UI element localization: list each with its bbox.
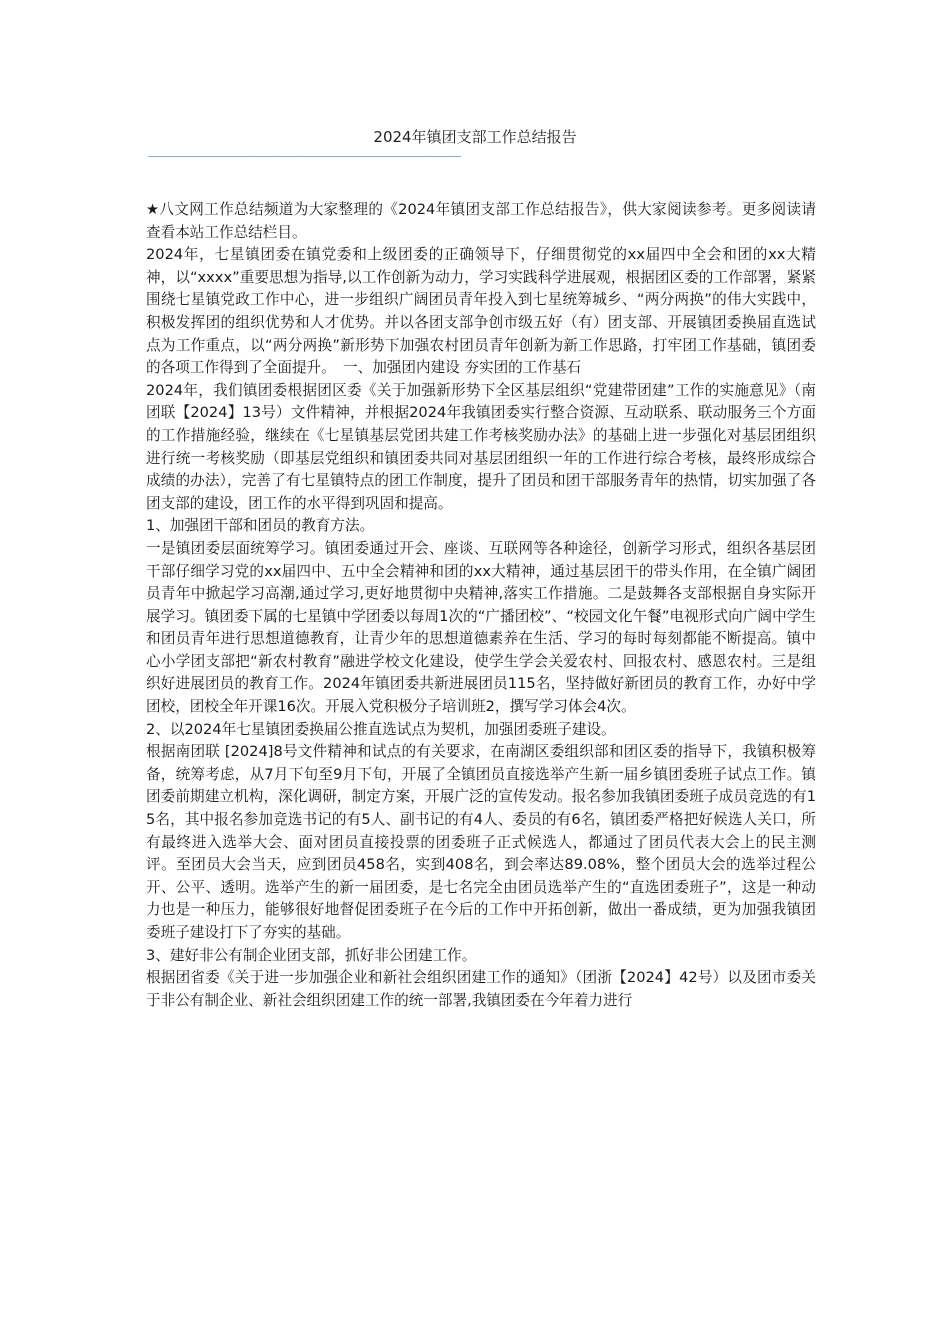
body-paragraph: 根据团省委《关于进一步加强企业和新社会组织团建工作的通知》（团浙【2024】42号）以及团市委关于非公有制企业、新社会组织团建工作的统一部署,我镇团委在今年着力进行 [146,969,816,1009]
intro-paragraph: ★八文网工作总结频道为大家整理的《2024年镇团支部工作总结报告》，供大家阅读参考。更多阅读请查看本站工作总结栏目。 [146,201,816,241]
body-paragraph: 一是镇团委层面统筹学习。镇团委通过开会、座谈、互联网等各种途径，创新学习形式，组织各基层团干部仔细学习党的xx届四中、五中全会精神和团的xx大精神，通过基层团干的带头作用，在全镇广阔团员青年中掀起学习高潮,通过学习,更好地贯彻中央精神,落实工作措施。二是鼓舞各支部根据自身实际开展学习。镇团委下属的七星镇中学团委以每周1次的“广播团校”、“校园文化午餐”电视形式向广阔中学生和团员青年进行思想道德教育，让青少年的思想道德素养在生活、学习的每时每刻都能不断提高。镇中心小学团支部把“新农村教育”融进学校文化建设，使学生学会关爱农村、回报农村、感恩农村。三是组织好进展团员的教育工作。2024年镇团委共新进展团员115名，坚持做好新团员的教育工作，办好中学团校，团校全年开课16次。开展入党积极分子培训班2，撰写学习体会4次。 [146,539,816,716]
section-heading: 2、以2024年七星镇团委换届公推直选试点为契机，加强团委班子建设。 [146,720,616,738]
title-divider: ———————————————————————————————————————— [148,149,462,164]
document-title: 2024年镇团支部工作总结报告 [373,128,577,146]
document-body [146,199,816,1012]
body-paragraph: 根据南团联 [2024]8号文件精神和试点的有关要求，在南湖区委组织部和团区委的指导下，我镇积极筹备，统筹考虑，从7月下旬至9月下旬，开展了全镇团员直接选举产生新一届乡镇团委班子试点工作。镇团委前期建立机构，深化调研，制定方案，开展广泛的宣传发动。报名参加我镇团委班子成员竞选的有15名，其中报名参加竞选书记的有5人、副书记的有4人、委员的有6名，镇团委严格把好候选人关口，所有最终进入选举大会、面对团员直接投票的团委班子正式候选人，都通过了团员代表大会上的民主测评。至团员大会当天，应到团员458名，实到408名，到会率达89.08%，整个团员大会的选举过程公开、公平、透明。选举产生的新一届团委，是七名完全由团员选举产生的“直选团委班子”，这是一种动力也是一种压力，能够很好地督促团委班子在今后的工作中开拓创新，做出一番成绩，更为加强我镇团委班子建设打下了夯实的基础。 [146,743,816,941]
section-heading: 1、加强团干部和团员的教育方法。 [146,517,375,535]
body-paragraph: 2024年，七星镇团委在镇党委和上级团委的正确领导下，仔细贯彻党的xx届四中全会和团的xx大精神，以“xxxx”重要思想为指导,以工作创新为动力，学习实践科学进展观，根据团区委的工作部署，紧紧围绕七星镇党政工作中心，进一步组织广阔团员青年投入到七星统筹城乡、“两分两换”的伟大实践中，积极发挥团的组织优势和人才优势。并以各团支部争创市级五好（有）团支部、开展镇团委换届直选试点为工作重点，以“两分两换”新形势下加强农村团员青年创新为新工作思路，打牢团工作基础，镇团委的各项工作得到了全面提升。 一、加强团内建设 夯实团的工作基石 [146,246,816,377]
body-paragraph: 2024年，我们镇团委根据团区委《关于加强新形势下全区基层组织“党建带团建”工作的实施意见》（南团联【2024】13号）文件精神，并根据2024年我镇团委实行整合资源、互动联系、联动服务三个方面的工作措施经验，继续在《七星镇基层党团共建工作考核奖励办法》的基础上进一步强化对基层团组织进行统一考核奖励（即基层党组织和镇团委共同对基层团组织一年的工作进行综合考核，最终形成综合成绩的办法），完善了有七星镇特点的团工作制度，提升了团员和团干部服务青年的热情，切实加强了各团支部的建设，团工作的水平得到巩固和提高。 [146,381,816,512]
section-heading: 3、建好非公有制企业团支部，抓好非公团建工作。 [146,946,477,964]
